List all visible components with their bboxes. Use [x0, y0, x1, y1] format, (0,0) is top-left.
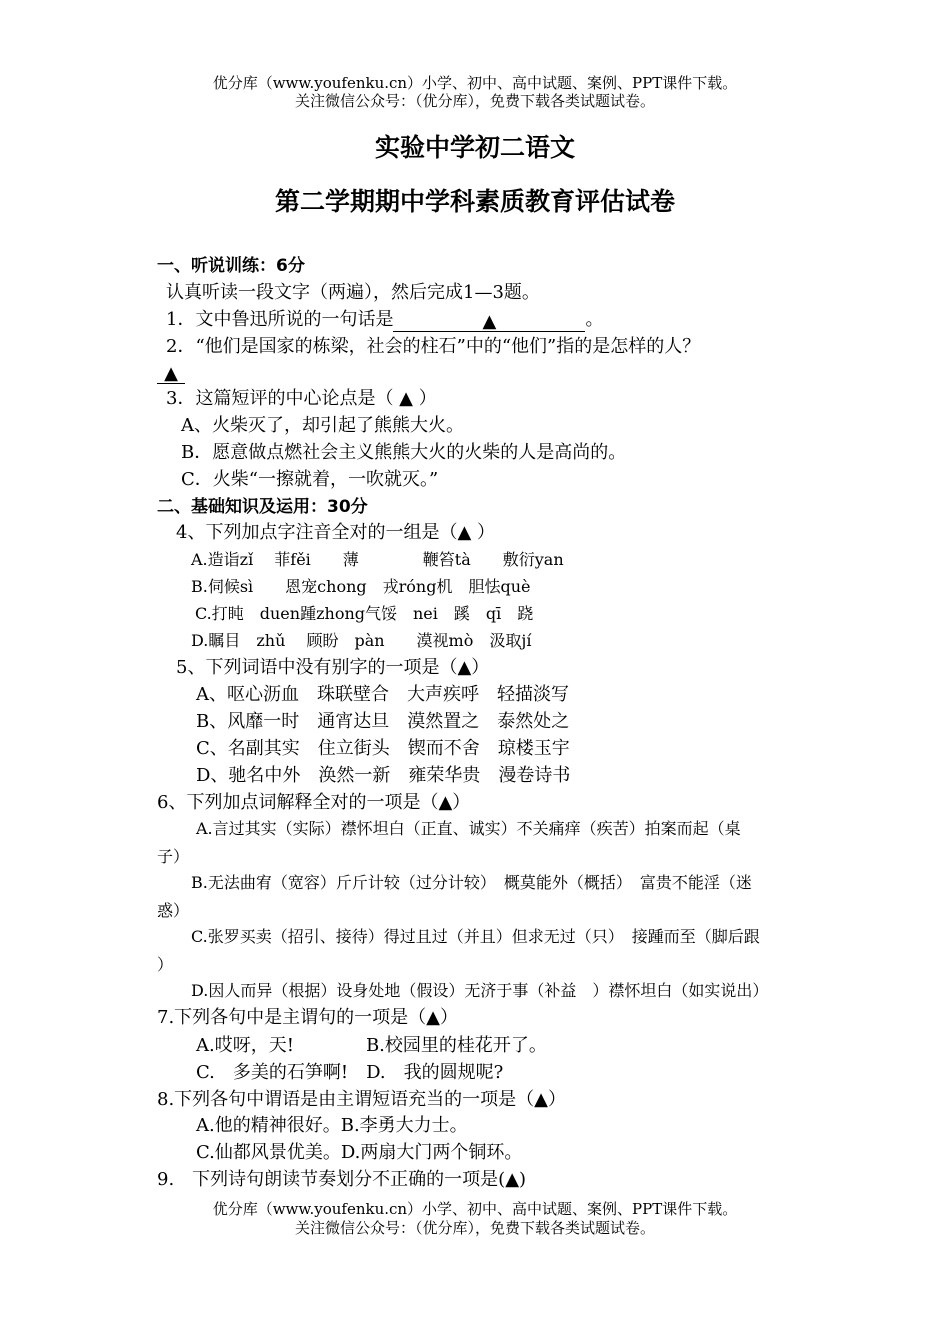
- question-4-option-a: A.造诣zǐ 菲fěi 薄 鞭笞tà 敷衍yan: [191, 550, 564, 569]
- question-9: 9. 下列诗句朗读节奏划分不正确的一项是(▲): [157, 1169, 527, 1190]
- question-3-option-a: A、火柴灭了，却引起了熊熊大火。: [181, 415, 464, 436]
- question-4-option-c: C.打盹 duen踵zhong气馁 nei 蹊 qī 跷: [195, 604, 534, 623]
- question-6-option-c: C.张罗买卖（招引、接待）得过且过（并且）但求无过（只） 接踵而至（脚后跟: [191, 927, 760, 946]
- question-1: [166, 308, 603, 332]
- question-5-option-a: A、呕心沥血 珠联壁合 大声疾呼 轻描淡写: [196, 684, 569, 705]
- question-3-option-c: C．火柴“一擦就着，一吹就灭。”: [181, 469, 439, 490]
- section-2-heading: 二、基础知识及运用：30分: [157, 497, 368, 517]
- title-school: 实验中学初二语文: [374, 133, 575, 162]
- question-4-option-d: D.瞩目 zhǔ 顾盼 pàn 漠视mò 汲取jí: [191, 631, 532, 650]
- title-exam: 第二学期期中学科素质教育评估试卷: [274, 187, 675, 216]
- question-6-option-a: A.言过其实（实际）襟怀坦白（正直、诚实）不关痛痒（疾苦）拍案而起（桌: [196, 819, 741, 838]
- question-6-option-c-wrap: ）: [157, 955, 174, 974]
- question-7: 7.下列各句中是主谓句的一项是（▲）: [157, 1007, 459, 1028]
- section-1-intro: 认真听读一段文字（两遍），然后完成1—3题。: [166, 282, 540, 303]
- question-2-answer-blank[interactable]: [157, 362, 185, 384]
- question-6-option-a-wrap: 子）: [157, 847, 190, 866]
- question-5-option-b: B、风靡一时 通宵达旦 漠然置之 泰然处之: [196, 711, 570, 732]
- header-line-2: 关注微信公众号：（优分库），免费下载各类试题试卷。: [294, 92, 655, 110]
- question-1-suffix: 。: [585, 309, 604, 330]
- question-8-options-cd: C.仙都风景优美。D.两扇大门两个铜环。: [196, 1142, 523, 1163]
- question-5: 5、下列词语中没有别字的一项是（▲）: [176, 657, 490, 678]
- question-4: 4、下列加点字注音全对的一组是（▲ ）: [176, 522, 496, 543]
- header-line-1: 优分库（www.youfenku.cn）小学、初中、高中试题、案例、PPT课件下载。: [212, 74, 738, 92]
- question-3-option-b: B．愿意做点燃社会主义熊熊大火的火柴的人是高尚的。: [181, 442, 627, 463]
- question-6: 6、下列加点词解释全对的一项是（▲）: [157, 792, 471, 813]
- question-5-option-c: C、名副其实 住立街头 锲而不舍 琼楼玉宇: [196, 738, 570, 759]
- answer-marker: ▲: [164, 363, 178, 384]
- section-1-heading: 一、听说训练：6分: [157, 256, 305, 276]
- question-2: 2．“他们是国家的栋梁，社会的柱石”中的“他们”指的是怎样的人？: [166, 336, 701, 357]
- footer-line-1: 优分库（www.youfenku.cn）小学、初中、高中试题、案例、PPT课件下载。: [212, 1200, 738, 1218]
- question-1-answer-blank[interactable]: [393, 310, 585, 332]
- question-2-answer: [157, 360, 185, 384]
- question-6-option-d: D.因人而异（根据）设身处地（假设）无济于事（补益 ）襟怀坦白（如实说出）: [191, 981, 769, 1000]
- question-3: 3．这篇短评的中心论点是（ ▲ ）: [166, 388, 437, 409]
- question-8: 8.下列各句中谓语是由主谓短语充当的一项是（▲）: [157, 1089, 567, 1110]
- question-4-option-b: B.伺候sì 恩宠chong 戎róng机 胆怯què: [191, 577, 531, 596]
- question-7-options-cd: C. 多美的石笋啊! D. 我的圆规呢?: [196, 1062, 504, 1083]
- answer-marker: ▲: [482, 311, 497, 332]
- question-5-option-d: D、驰名中外 涣然一新 雍荣华贵 漫卷诗书: [196, 765, 571, 786]
- question-7-options-ab: A.哎呀，天! B.校园里的桂花开了。: [196, 1035, 547, 1056]
- question-6-option-b: B.无法曲宥（宽容）斤斤计较（过分计较） 概莫能外（概括） 富贵不能淫（迷: [191, 873, 752, 892]
- question-8-options-ab: A.他的精神很好。B.李勇大力士。: [196, 1115, 468, 1136]
- question-6-option-b-wrap: 惑）: [157, 901, 190, 920]
- question-1-text: 1．文中鲁迅所说的一句话是: [166, 309, 394, 330]
- footer-line-2: 关注微信公众号：（优分库），免费下载各类试题试卷。: [294, 1219, 655, 1237]
